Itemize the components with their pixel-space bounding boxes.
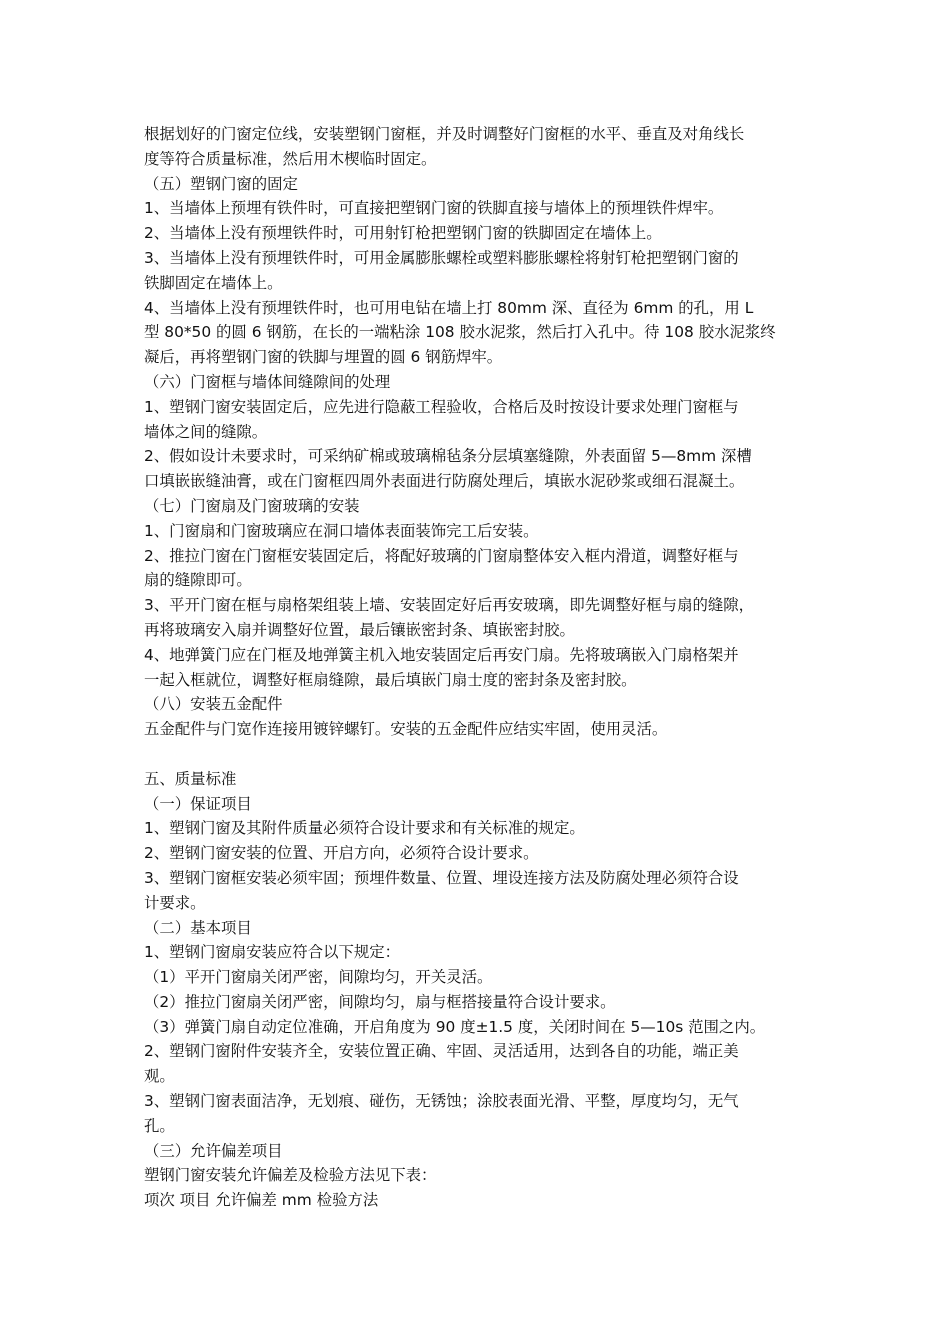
text-line: （1）平开门窗扇关闭严密，间隙均匀，开关灵活。 [144, 968, 493, 987]
text-line: 孔。 [144, 1116, 175, 1135]
text-line: 3、平开门窗在框与扇格架组装上墙、安装固定好后再安玻璃，即先调整好框与扇的缝隙， [144, 596, 755, 615]
section-heading: （三）允许偏差项目 [144, 1141, 283, 1160]
text-line: （3）弹簧门扇自动定位准确，开启角度为 90 度±1.5 度，关闭时间在 5—10s 范围之内。 [144, 1017, 766, 1036]
text-line: 3、塑钢门窗框安装必须牢固；预埋件数量、位置、埋设连接方法及防腐处理必须符合设 [144, 868, 739, 887]
section-heading: （八）安装五金配件 [144, 695, 283, 714]
text-line: 3、当墙体上没有预埋铁件时，可用金属膨胀螺栓或塑料膨胀螺栓将射钉枪把塑钢门窗的 [144, 248, 739, 267]
text-line: 2、塑钢门窗安装的位置、开启方向，必须符合设计要求。 [144, 844, 539, 863]
text-line: 1、塑钢门窗扇安装应符合以下规定： [144, 943, 401, 962]
text-line: 一起入框就位，调整好框扇缝隙，最后填嵌门扇士度的密封条及密封胶。 [144, 670, 637, 689]
text-line: 3、塑钢门窗表面洁净，无划痕、碰伤，无锈蚀；涂胶表面光滑、平整，厚度均匀，无气 [144, 1092, 739, 1111]
text-line: 度等符合质量标准，然后用木楔临时固定。 [144, 149, 437, 168]
text-line: 铁脚固定在墙体上。 [144, 273, 283, 292]
text-line: 根据划好的门窗定位线，安装塑钢门窗框，并及时调整好门窗框的水平、垂直及对角线长 [144, 125, 745, 143]
text-line: 扇的缝隙即可。 [144, 571, 252, 590]
text-line: 再将玻璃安入扇并调整好位置，最后镶嵌密封条、填嵌密封胶。 [144, 620, 575, 639]
text-line: （2）推拉门窗扇关闭严密，间隙均匀，扇与框搭接量符合设计要求。 [144, 992, 616, 1011]
text-line: 2、塑钢门窗附件安装齐全，安装位置正确、牢固、灵活适用，达到各自的功能，端正美 [144, 1042, 739, 1061]
table-header-line: 项次 项目 允许偏差 mm 检验方法 [144, 1191, 379, 1210]
text-line: 观。 [144, 1067, 175, 1086]
section-heading: （五）塑钢门窗的固定 [144, 174, 298, 193]
text-line: 口填嵌嵌缝油膏，或在门窗框四周外表面进行防腐处理后，填嵌水泥砂浆或细石混凝土。 [144, 472, 745, 491]
text-line: 塑钢门窗安装允许偏差及检验方法见下表： [144, 1166, 437, 1185]
text-line: 2、假如设计未要求时，可采纳矿棉或玻璃棉毡条分层填塞缝隙，外表面留 5—8mm 深槽 [144, 447, 752, 466]
text-line: 1、塑钢门窗安装固定后，应先进行隐蔽工程验收，合格后及时按设计要求处理门窗框与 [144, 397, 739, 416]
text-line: 2、推拉门窗在门窗框安装固定后，将配好玻璃的门窗扇整体安入框内滑道，调整好框与 [144, 546, 739, 565]
text-line: 五金配件与门宽作连接用镀锌螺钉。安装的五金配件应结实牢固，使用灵活。 [144, 720, 668, 739]
section-heading: （六）门窗框与墙体间缝隙间的处理 [144, 372, 391, 391]
section-heading: （一）保证项目 [144, 794, 252, 813]
text-line: 1、门窗扇和门窗玻璃应在洞口墙体表面装饰完工后安装。 [144, 521, 539, 540]
text-line: 墙体之间的缝隙。 [144, 422, 268, 441]
text-line: 2、当墙体上没有预埋铁件时，可用射钉枪把塑钢门窗的铁脚固定在墙体上。 [144, 224, 662, 243]
section-heading: （七）门窗扇及门窗玻璃的安装 [144, 496, 360, 515]
text-line: 4、当墙体上没有预埋铁件时，也可用电钻在墙上打 80mm 深、直径为 6mm 的孔，用 L [144, 298, 754, 317]
text-line: 计要求。 [144, 893, 206, 912]
text-line: 4、地弹簧门应在门框及地弹簧主机入地安装固定后再安门扇。先将玻璃嵌入门扇格架并 [144, 645, 739, 664]
chapter-heading: 五、质量标准 [144, 769, 237, 788]
text-line: 型 80*50 的圆 6 钢筋，在长的一端粘涂 108 胶水泥浆，然后打入孔中。待 108 胶水泥浆终 [144, 323, 776, 342]
text-line: 1、塑钢门窗及其附件质量必须符合设计要求和有关标准的规定。 [144, 819, 585, 838]
text-line: 1、当墙体上预埋有铁件时，可直接把塑钢门窗的铁脚直接与墙体上的预埋铁件焊牢。 [144, 199, 724, 218]
document-body [144, 122, 814, 1213]
text-line: 凝后，再将塑钢门窗的铁脚与埋置的圆 6 钢筋焊牢。 [144, 348, 503, 367]
section-heading: （二）基本项目 [144, 918, 252, 937]
blank-line [144, 742, 814, 767]
